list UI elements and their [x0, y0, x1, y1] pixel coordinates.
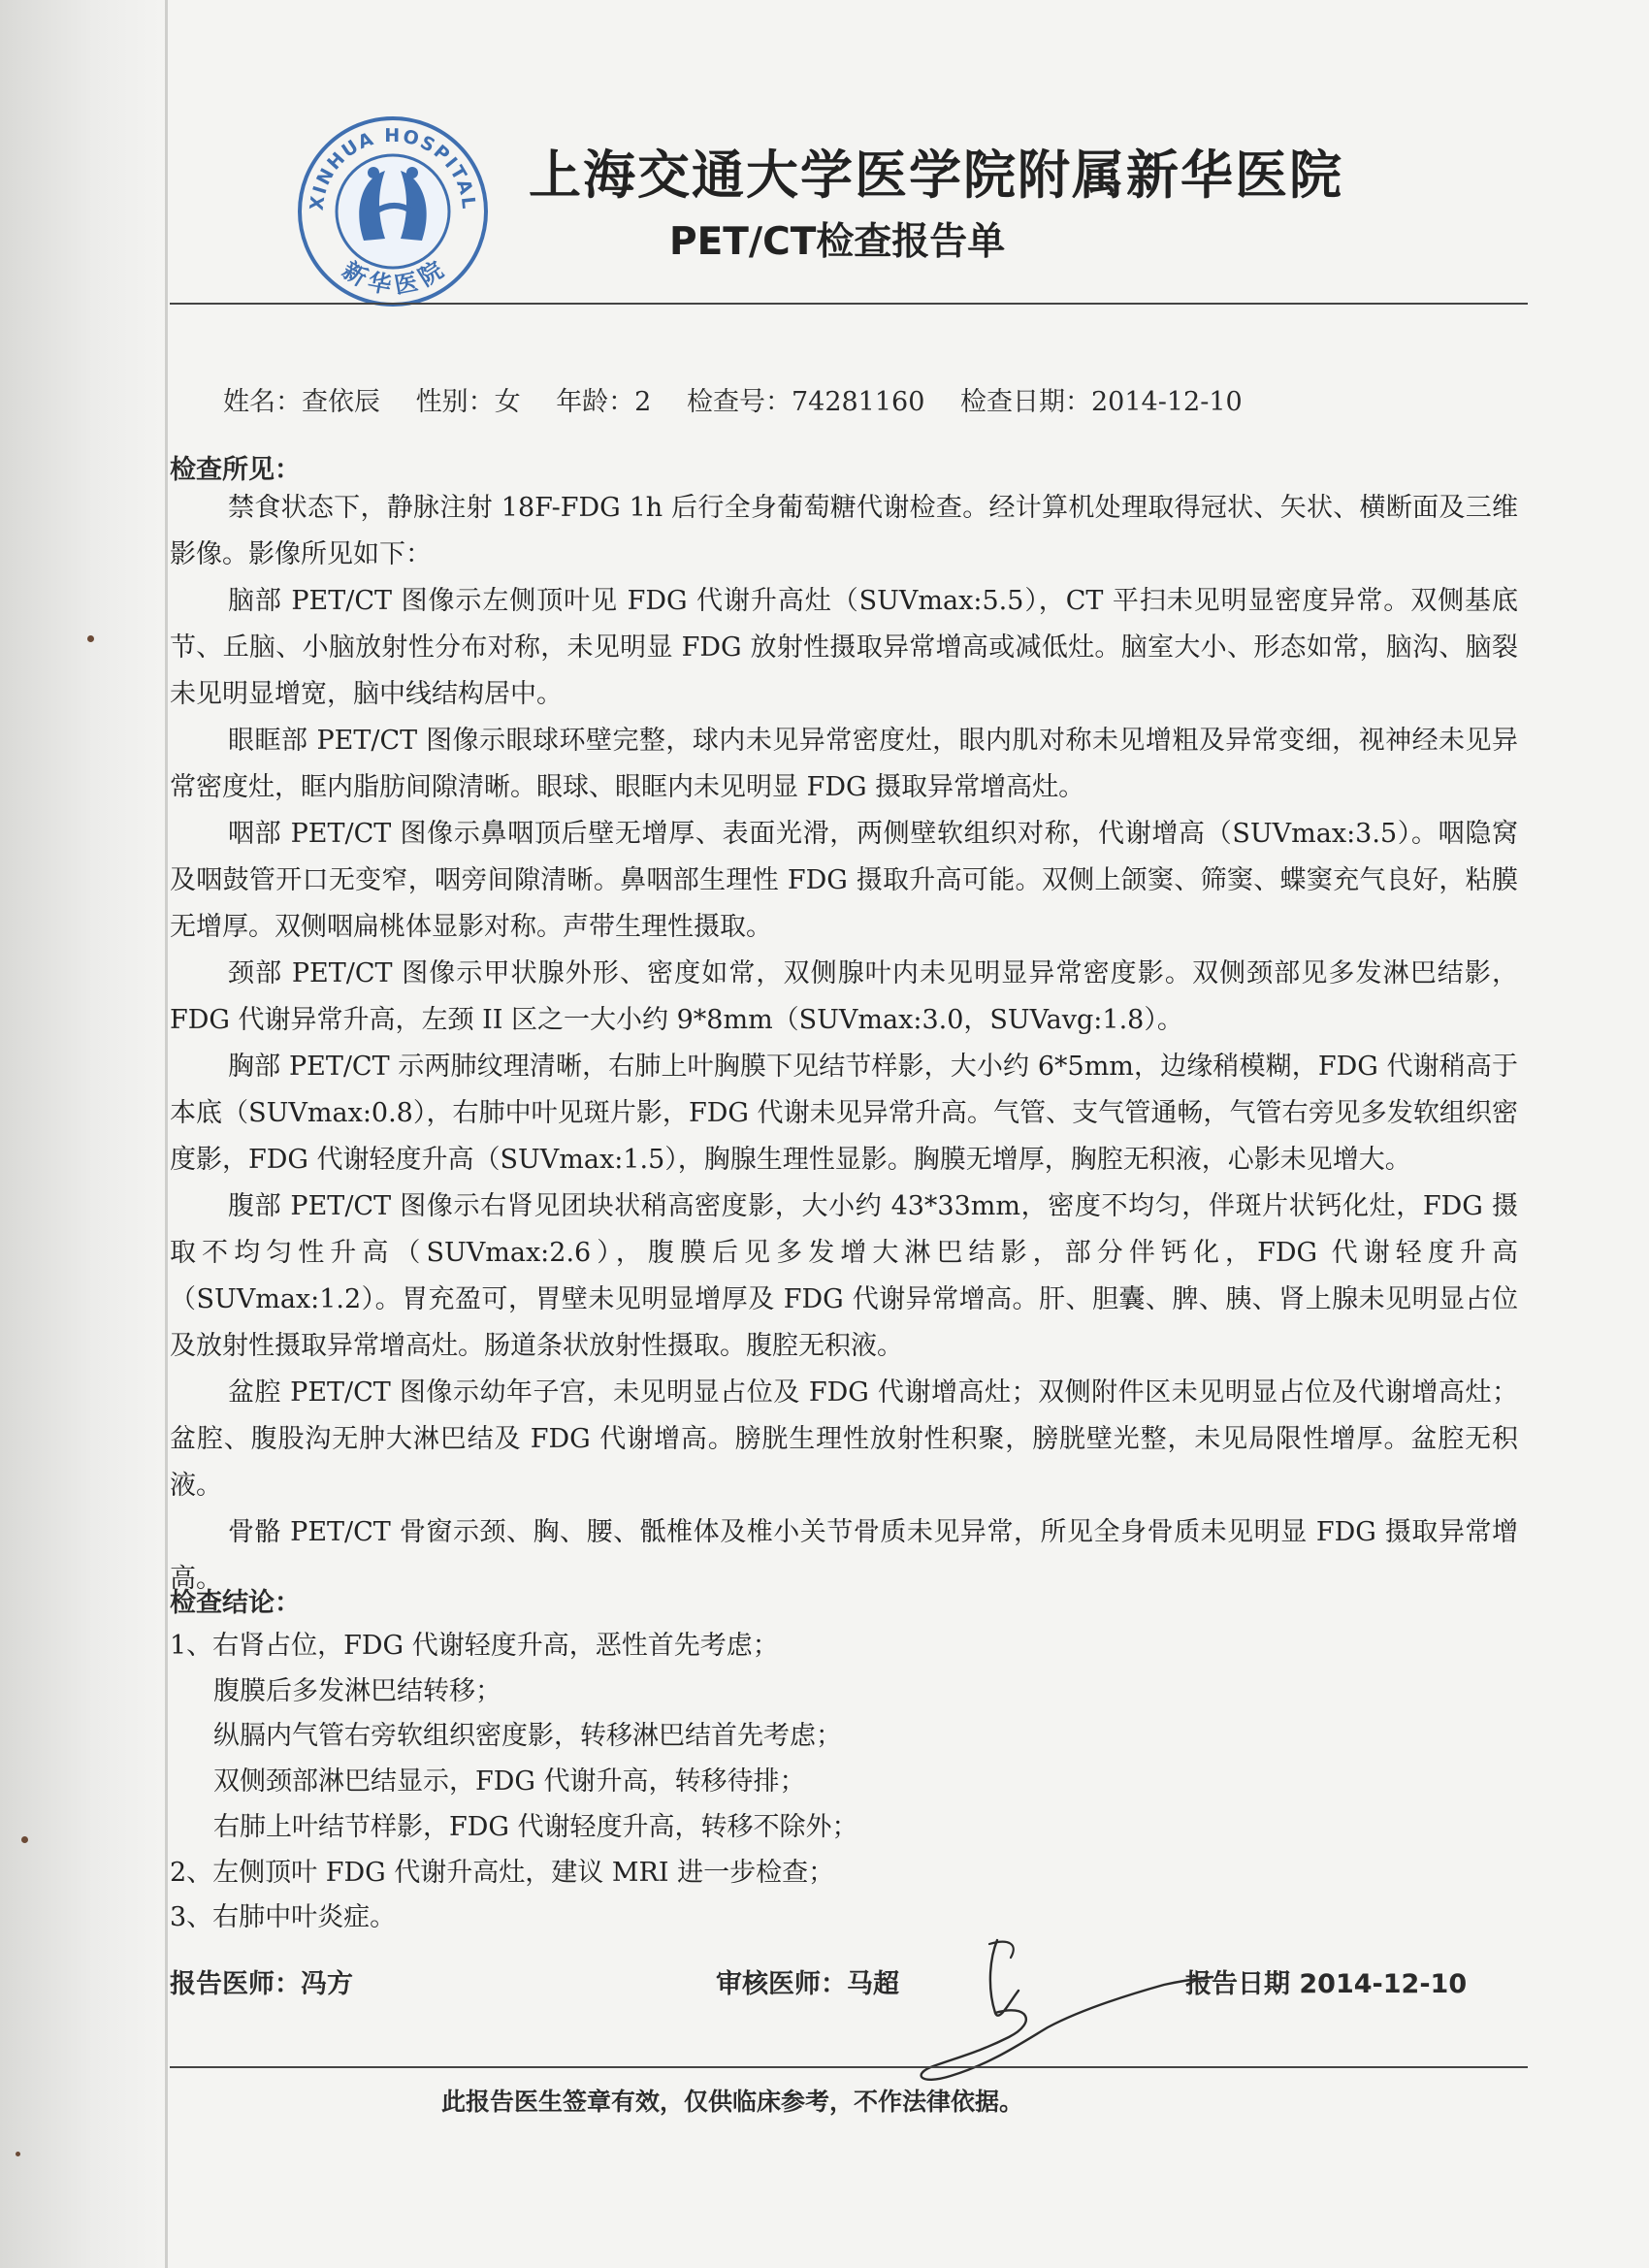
exam-number: 检查号：74281160: [686, 387, 925, 417]
review-doctor: 审核医师：马超: [716, 1969, 899, 1999]
report-doctor: 报告医师：冯方: [170, 1969, 353, 1999]
findings-paragraph: 骨骼 PET/CT 骨窗示颈、胸、腰、骶椎体及椎小关节骨质未见异常，所见全身骨质未见明显 FDG 摄取异常增高。: [170, 1517, 1518, 1594]
conclusion-list: [170, 1624, 1518, 1941]
findings-paragraph: 眼眶部 PET/CT 图像示眼球环壁完整，球内未见异常密度灶，眼内肌对称未见增粗及异常变细，视神经未见异常密度灶，眶内脂肪间隙清晰。眼球、眼眶内未见明显 FDG 摄取异常增高灶。: [170, 726, 1518, 802]
header-divider: [170, 303, 1528, 305]
paper-speck: [87, 635, 94, 642]
patient-name: 姓名：查依辰: [223, 387, 380, 417]
conclusion-item: 2、左侧顶叶 FDG 代谢升高灶，建议 MRI 进一步检查；: [170, 1857, 835, 1888]
findings-paragraph: 禁食状态下，静脉注射 18F-FDG 1h 后行全身葡萄糖代谢检查。经计算机处理取得冠状、矢状、横断面及三维影像。影像所见如下：: [170, 493, 1518, 569]
findings-paragraph: 颈部 PET/CT 图像示甲状腺外形、密度如常，双侧腺叶内未见明显异常密度影。双侧颈部见多发淋巴结影，FDG 代谢异常升高，左颈 II 区之一大小约 9*8mm（SUVmax:3.0，SUVavg:1.8）。: [170, 958, 1518, 1035]
conclusion-item: 双侧颈部淋巴结显示，FDG 代谢升高，转移待排；: [213, 1766, 806, 1798]
conclusion-item: 腹膜后多发淋巴结转移；: [213, 1675, 501, 1706]
conclusion-item: 3、右肺中叶炎症。: [170, 1902, 397, 1933]
disclaimer-note: 此报告医生签章有效，仅供临床参考，不作法律依据。: [441, 2088, 1024, 2116]
report-title: PET/CT检查报告单: [669, 220, 1006, 264]
exam-date: 检查日期：2014-12-10: [960, 387, 1243, 417]
paper-speck: [16, 2152, 20, 2156]
conclusion-item: 1、右肾占位，FDG 代谢轻度升高，恶性首先考虑；: [170, 1631, 779, 1661]
findings-paragraph: 胸部 PET/CT 示两肺纹理清晰，右肺上叶胸膜下见结节样影，大小约 6*5mm，边缘稍模糊，FDG 代谢稍高于本底（SUVmax:0.8），右肺中叶见斑片影，FDG 代谢未见异常升高。气管、支气管通畅，气管右旁见多发软组织密度影，FDG 代谢轻度升高（SUVmax:1.5），胸腺生理性显影。胸膜无增厚，胸腔无积液，心影未见增大。: [170, 1052, 1518, 1175]
report-date: 报告日期 2014-12-10: [1185, 1969, 1468, 1999]
paper-speck: [21, 1836, 28, 1843]
patient-sex: 性别：女: [415, 387, 521, 417]
hospital-logo: [296, 114, 490, 308]
findings-paragraph: 盆腔 PET/CT 图像示幼年子宫，未见明显占位及 FDG 代谢增高灶；双侧附件区未见明显占位及代谢增高灶；盆腔、腹股沟无肿大淋巴结及 FDG 代谢增高。膀胱生理性放射性积聚，膀胱壁光整，未见局限性增厚。盆腔无积液。: [170, 1377, 1518, 1501]
conclusion-heading: 检查结论：: [170, 1588, 301, 1618]
findings-heading: 检查所见：: [170, 455, 301, 485]
findings-paragraph: 脑部 PET/CT 图像示左侧顶叶见 FDG 代谢升高灶（SUVmax:5.5），CT 平扫未见明显密度异常。双侧基底节、丘脑、小脑放射性分布对称，未见明显 FDG 放射性摄取异常增高或减低灶。脑室大小、形态如常，脑沟、脑裂未见明显增宽，脑中线结构居中。: [170, 586, 1518, 709]
conclusion-item: 纵膈内气管右旁软组织密度影，转移淋巴结首先考虑；: [213, 1721, 842, 1752]
patient-age: 年龄：2: [556, 387, 652, 417]
svg-text:XINHUA HOSPITAL: XINHUA HOSPITAL: [306, 124, 480, 212]
findings-paragraph: 咽部 PET/CT 图像示鼻咽顶后壁无增厚、表面光滑，两侧壁软组织对称，代谢增高（SUVmax:3.5）。咽隐窝及咽鼓管开口无变窄，咽旁间隙清晰。鼻咽部生理性 FDG 摄取升高可能。双侧上颌窦、筛窦、蝶窦充气良好，粘膜无增厚。双侧咽扁桃体显影对称。声带生理性摄取。: [170, 819, 1518, 942]
conclusion-item: 右肺上叶结节样影，FDG 代谢轻度升高，转移不除外；: [213, 1811, 858, 1842]
patient-info: [223, 380, 1533, 418]
findings-body: [170, 485, 1518, 1603]
footer-divider: [170, 2066, 1528, 2068]
hospital-name: 上海交通大学医学院附属新华医院: [529, 145, 1343, 206]
findings-paragraph: 腹部 PET/CT 图像示右肾见团块状稍高密度影，大小约 43*33mm，密度不均匀，伴斑片状钙化灶，FDG 摄取不均匀性升高（SUVmax:2.6），腹膜后见多发增大淋巴结影，部分伴钙化，FDG 代谢轻度升高（SUVmax:1.2）。胃充盈可，胃壁未见明显增厚及 FDG 代谢异常增高。肝、胆囊、脾、胰、肾上腺未见明显占位及放射性摄取异常增高灶。肠道条状放射性摄取。腹腔无积液。: [170, 1191, 1518, 1361]
svg-text:新华医院: 新华医院: [338, 256, 448, 300]
